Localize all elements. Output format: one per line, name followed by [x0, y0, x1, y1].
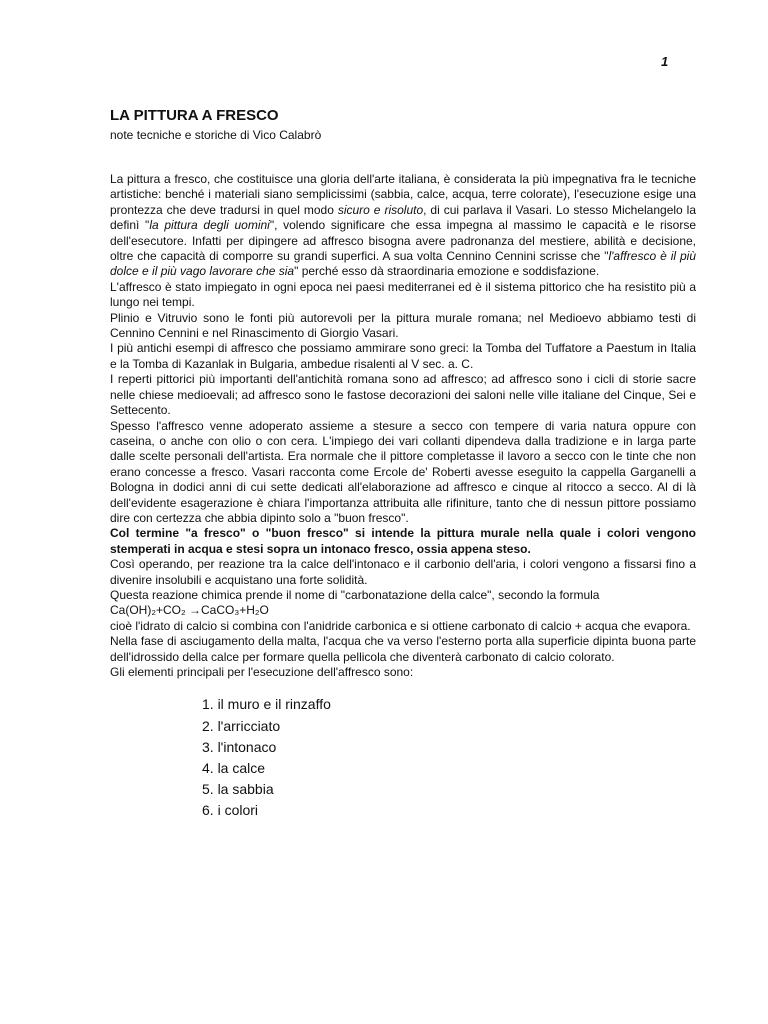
text-run: La pittura a fresco, che costituisce una gloria dell'arte italiana, è considerata la più impegnativa fra le tecniche artistiche: benché i materiali siano semplicissimi (sabbia, calce, acqua, terre colorate), l'esecuzione esige una prontezza che deve tradursi in quel modo — [110, 172, 696, 217]
list-item: 5. la sabbia — [202, 781, 274, 798]
list-intro: Gli elementi principali per l'esecuzione dell'affresco sono: — [110, 665, 414, 679]
paragraph: Plinio e Vitruvio sono le fonti più autorevoli per la pittura murale romana; nel Medioevo abbiamo testi di Cennino Cennini e nel Rinascimento di Giorgio Vasari. — [110, 310, 696, 341]
paragraph: L'affresco è stato impiegato in ogni epoca nei paesi mediterranei ed è il sistema pittorico che ha resistito più a lungo nei tempi. — [110, 279, 696, 310]
paragraph: Nella fase di asciugamento della malta, l'acqua che va verso l'esterno porta alla superficie dipinta buona parte dell'idrossido della calce per formare quella pellicola che diventerà carbonato di calcio colorato. — [110, 634, 696, 664]
paragraph-intro — [110, 172, 696, 280]
paragraph: Spesso l'affresco venne adoperato assieme a stesure a secco con tempere di varia natura oppure con caseina, o anche con olio o con cera. L'impiego dei vari collanti dipendeva dalla tradizione e in larga parte dalle scelte personali dell'artista. Era normale che il pittore completasse il lavoro a secco con le tinte che non erano concesse a fresco. Vasari racconta come Ercole de' Roberti avesse eseguito la cappella Garganelli a Bologna in dodici anni di cui sette dedicati all'elaborazione ad affresco e cinque al ritocco a secco. Al di là dell'evidente esagerazione è chiara l'importanza attribuita alle rifiniture, tanto che di nessun pittore possiamo dire con certezza che abbia dipinto solo a "buon fresco". — [110, 418, 696, 525]
text-run: ", volendo significare che essa impegna al massimo le capacità e le risorse dell'esecutore. Infatti per dipingere ad affresco bisogna avere padronanza del mestiere, abilità e decisione, oltre che capacità di comporre su grandi superfici. A sua volta Cennino Cennini scrisse che " — [110, 218, 696, 264]
document-content — [110, 106, 696, 822]
italic-quote: sicuro e risoluto — [337, 202, 424, 217]
list-item: 1. il muro e il rinzaffo — [202, 696, 331, 713]
italic-quote: la pittura degli uomini — [149, 218, 270, 233]
chemical-formula: Ca(OH)₂+CO₂ →CaCO₃+H₂O — [110, 603, 269, 618]
italic-quote: l'affresco è il più dolce e il più vago lavorare che sia — [110, 249, 696, 279]
document-subtitle: note tecniche e storiche di Vico Calabrò — [110, 128, 322, 142]
paragraph: Questa reazione chimica prende il nome di "carbonatazione della calce", secondo la formula — [110, 587, 600, 602]
paragraph: I più antichi esempi di affresco che possiamo ammirare sono greci: la Tomba del Tuffatore a Paestum in Italia e la Tomba di Kazanlak in Bulgaria, ambedue risalenti al V sec. a. C. — [110, 341, 696, 371]
paragraph: I reperti pittorici più importanti dell'antichità romana sono ad affresco; ad affresco sono i cicli di storie sacre nelle chiese medioevali; ad affresco sono le fastose decorazioni dei saloni nelle ville italiane del Cinque, Sei e Settecento. — [110, 372, 696, 418]
list-item: 4. la calce — [202, 760, 266, 777]
list-item: 3. l'intonaco — [202, 738, 277, 755]
text-run: , di cui parlava il Vasari. Lo stesso Michelangelo la definì " — [110, 202, 697, 233]
paragraph: cioè l'idrato di calcio si combina con l'anidride carbonica e si ottiene carbonato di calcio + acqua che evapora. — [110, 618, 691, 633]
definition-paragraph: Col termine "a fresco" o "buon fresco" si intende la pittura murale nella quale i colori vengono stemperati in acqua e stesi sopra un intonaco fresco, ossia appena steso. — [110, 526, 696, 556]
document-body — [110, 172, 696, 680]
document-title: LA PITTURA A FRESCO — [110, 107, 279, 124]
text-run: " perché esso dà straordinaria emozione e soddisfazione. — [294, 264, 600, 279]
page-number: 1 — [661, 54, 669, 69]
paragraph: Così operando, per reazione tra la calce dell'intonaco e il carbonio dell'aria, i colori vengono a fissarsi fino a divenire insolubili e acquistano una forte solidità. — [110, 557, 696, 587]
list-item: 6. i colori — [202, 802, 259, 819]
list-item: 2. l'arricciato — [202, 717, 281, 734]
elements-list — [202, 694, 696, 821]
